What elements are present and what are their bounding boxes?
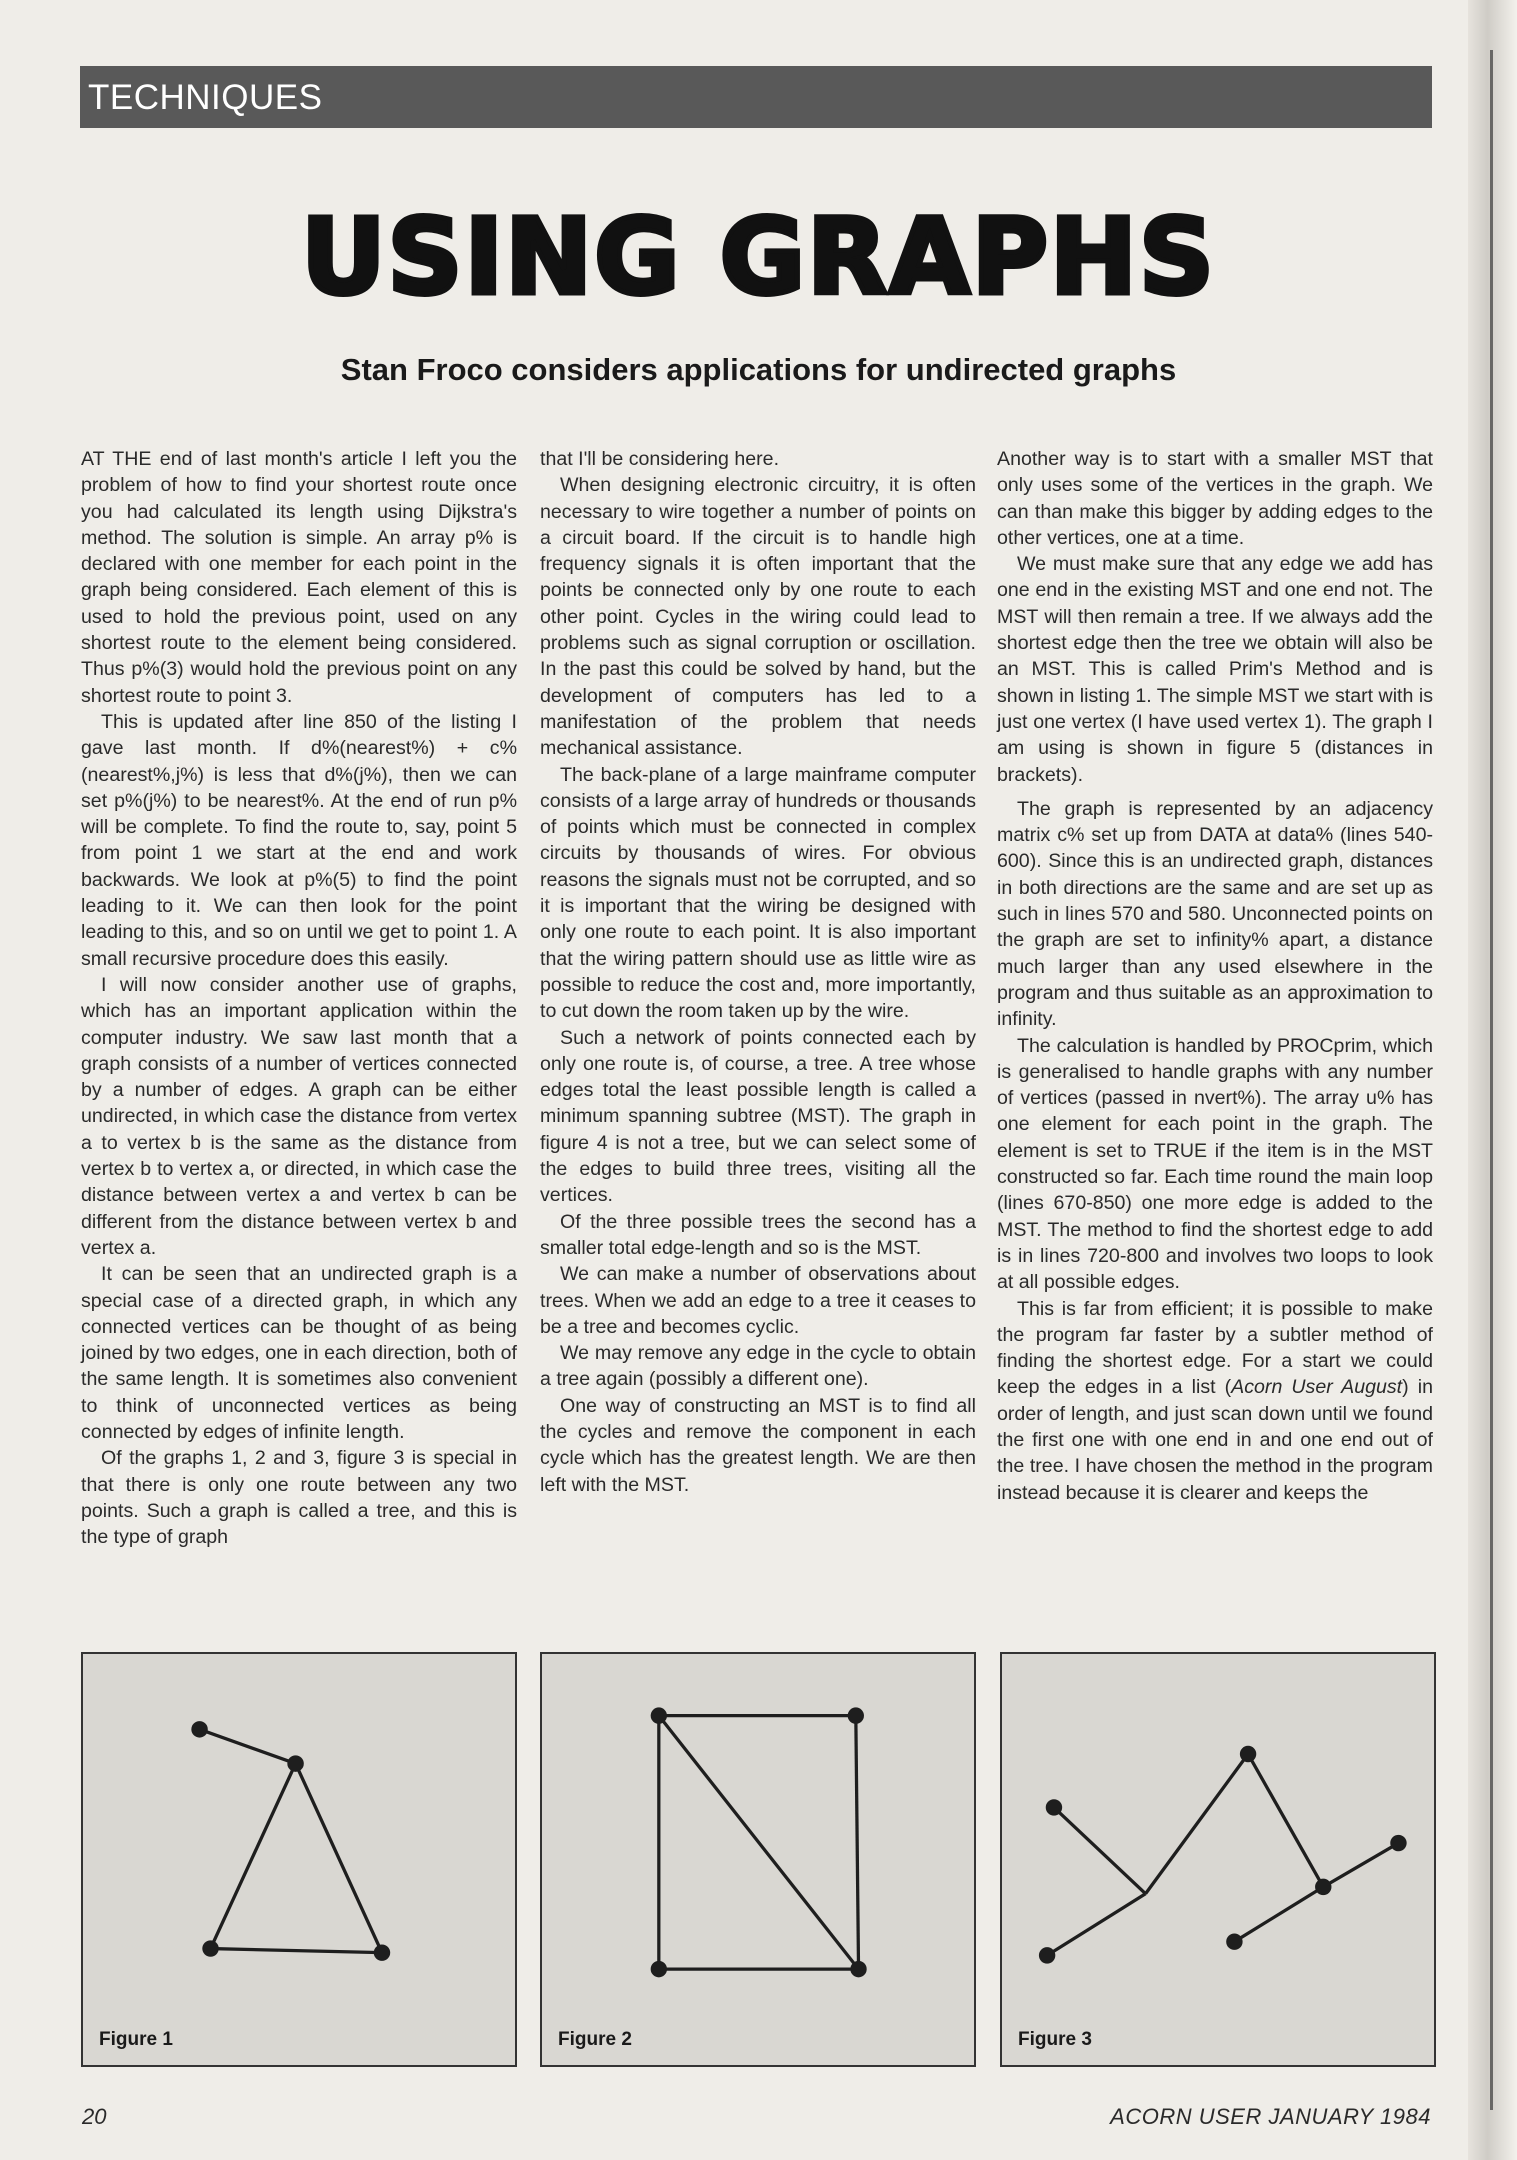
paragraph: This is updated after line 850 of the listing I gave last month. If d%(nearest%) + c%(nearest%,j%) is less that d%(j%), then we can set p%(j%) to be nearest%. At the end of run p% will be complete. To find the route to, say, point 5 from point 1 we start at the end and work backwards. We look at p%(5) to find the point leading to it. We can then look for the point leading to this, and so on until we get to point 1. A small recursive procedure does this easily.: [81, 710, 517, 970]
graph-edge: [1146, 1754, 1249, 1894]
paragraph: The back-plane of a large mainframe computer consists of a large array of hundreds or thousands of points which must be connected in complex circuits by thousands of wires. For obvious reasons the signals must not be corrupted, and so it is important that the wiring be designed with only one route to each point. It is also important that the wiring pattern should use as little wire as possible to reduce the cost and, more importantly, to cut down the room taken up by the wire.: [540, 763, 976, 1023]
figure-caption: Figure 2: [558, 2029, 632, 2050]
paragraph: Of the three possible trees the second has a smaller total edge-length and so is the MST.: [540, 1210, 976, 1259]
graph-vertex: [202, 1940, 218, 1956]
text-run: ) in order of length, and just scan down until we found the first one with one end in and one end out of the tree. I have chosen the method in the program instead because it is clearer and keeps the: [997, 1376, 1433, 1504]
italic-reference: Acorn User August: [1231, 1376, 1403, 1399]
figure-3-tree: [1000, 1652, 1436, 2067]
paragraph: Of the graphs 1, 2 and 3, figure 3 is special in that there is only one route between any two points. Such a graph is called a tree, and this is the type of graph: [81, 1447, 517, 1549]
graph-drawing: [83, 1654, 515, 2065]
graph-vertex: [287, 1755, 303, 1771]
paragraph: Such a network of points connected each by only one route is, of course, a tree. A tree whose edges total the least possible length is called a minimum spanning subtree (MST). The graph in figure 4 is not a tree, but we can select some of the edges to build three trees, visiting all the vertices.: [540, 1026, 976, 1207]
graph-edge: [211, 1764, 296, 1949]
graph-edge: [1234, 1887, 1323, 1942]
graph-edge: [856, 1716, 859, 1969]
paragraph: that I'll be considering here.: [540, 448, 780, 470]
text-column-3: [997, 446, 1433, 1506]
paragraph: It can be seen that an undirected graph is a special case of a directed graph, in which any connected vertices can be thought of as being joined by two edges, one in each direction, both of the same length. It is sometimes also convenient to think of unconnected vertices as being connected by edges of infinite length.: [81, 1263, 517, 1443]
paragraph: When designing electronic circuitry, it is often necessary to wire together a number of points on a circuit board. If the circuit is to handle high frequency signals it is often important that the points be connected only by one route to each other point. Cycles in the wiring could lead to problems such as signal corruption or oscillation. In the past this could be solved by hand, but the development of computers has led to a manifestation of the problem that needs mechanical assistance.: [540, 474, 976, 760]
graph-vertex: [374, 1944, 390, 1960]
page-number: 20: [82, 2104, 107, 2129]
text-column-2: [540, 446, 976, 1498]
graph-edge: [659, 1716, 859, 1969]
text-column-1: [81, 446, 517, 1550]
graph-vertex: [848, 1707, 864, 1723]
paragraph: One way of constructing an MST is to find all the cycles and remove the component in each cycle which has the greatest length. We are then left with the MST.: [540, 1394, 976, 1496]
figure-caption: Figure 1: [99, 2029, 173, 2050]
graph-edge: [1323, 1843, 1398, 1887]
graph-drawing: [1002, 1654, 1434, 2065]
paragraph: AT THE end of last month's article I left you the problem of how to find your shortest route once you had calculated its length using Dijkstra's method. The solution is simple. An array p% is declared with one member for each point in the graph being considered. Each element of this is used to hold the previous point, used on any shortest route to the element being considered. Thus p%(3) would hold the previous point on any shortest route to point 3.: [81, 448, 517, 707]
graph-edge: [211, 1949, 382, 1953]
graph-edge: [1054, 1807, 1146, 1893]
figure-1-graph: [81, 1652, 517, 2067]
paragraph: I will now consider another use of graphs, which has an important application within the computer industry. We saw last month that a graph consists of a number of vertices connected by a number of edges. A graph can be either undirected, in which case the distance from vertex a to vertex b is the same as the distance from vertex b to vertex a, or directed, in which case the distance between vertex a and vertex b can be different from the distance between vertex b and vertex a.: [81, 973, 517, 1259]
section-label: TECHNIQUES: [88, 78, 323, 117]
graph-vertex: [1226, 1933, 1242, 1949]
graph-vertex: [191, 1721, 207, 1737]
graph-vertex: [651, 1707, 667, 1723]
graph-vertex: [1315, 1879, 1331, 1895]
graph-vertex: [1240, 1746, 1256, 1762]
graph-edge: [1248, 1754, 1323, 1887]
graph-vertex: [1039, 1947, 1055, 1963]
paragraph: We can make a number of observations about trees. When we add an edge to a tree it ceases to be a tree and becomes cyclic.: [540, 1263, 976, 1338]
graph-edge: [1047, 1894, 1145, 1956]
graph-drawing: [542, 1654, 974, 2065]
graph-vertex: [1390, 1835, 1406, 1851]
figure-caption: Figure 3: [1018, 2029, 1092, 2050]
graph-vertex: [1046, 1799, 1062, 1815]
graph-vertex: [850, 1961, 866, 1977]
section-header-bar: [80, 66, 1432, 128]
issue-footer: ACORN USER JANUARY 1984: [1110, 2104, 1431, 2129]
text-run: This is far from efficient; it is possible to make the program far faster by a subtler method of finding the shortest edge. For a start we could keep the edges in a list (: [997, 1297, 1433, 1399]
paragraph: We may remove any edge in the cycle to obtain a tree again (possibly a different one).: [540, 1342, 976, 1391]
paragraph: The calculation is handled by PROCprim, which is generalised to handle graphs with any number of vertices (passed in nvert%). The array u% has one element for each point in the graph. The element is set to TRUE if the item is in the MST constructed so far. Each time round the main loop (lines 670-850) one more edge is added to the MST. The method to find the shortest edge to add is in lines 720-800 and involves two loops to look at all possible edges.: [997, 1034, 1433, 1294]
article-subtitle: Stan Froco considers applications for undirected graphs: [340, 352, 1177, 387]
graph-edge: [296, 1764, 382, 1953]
paragraph: We must make sure that any edge we add has one end in the existing MST and one end not. The MST will then remain a tree. If we always add the shortest edge then the tree we obtain will also be an MST. This is called Prim's Method and is shown in listing 1. The simple MST we start with is just one vertex (I have used vertex 1). The graph I am using is shown in figure 5 (distances in brackets).: [997, 553, 1433, 786]
graph-edge: [200, 1729, 296, 1763]
graph-vertex: [651, 1961, 667, 1977]
article-title: USING GRAPHS: [301, 196, 1216, 318]
paragraph: Another way is to start with a smaller MST that only uses some of the vertices in the graph. We can than make this bigger by adding edges to the other vertices, one at a time.: [997, 448, 1433, 549]
figure-2-graph: [540, 1652, 976, 2067]
paragraph: [997, 1296, 1433, 1506]
paragraph: The graph is represented by an adjacency matrix c% set up from DATA at data% (lines 540-600). Since this is an undirected graph, distances in both directions are the same and are set up as such in lines 570 and 580. Unconnected points on the graph are set to infinity% apart, a distance much larger than any used elsewhere in the program and thus suitable as an approximation to infinity.: [997, 797, 1433, 1031]
